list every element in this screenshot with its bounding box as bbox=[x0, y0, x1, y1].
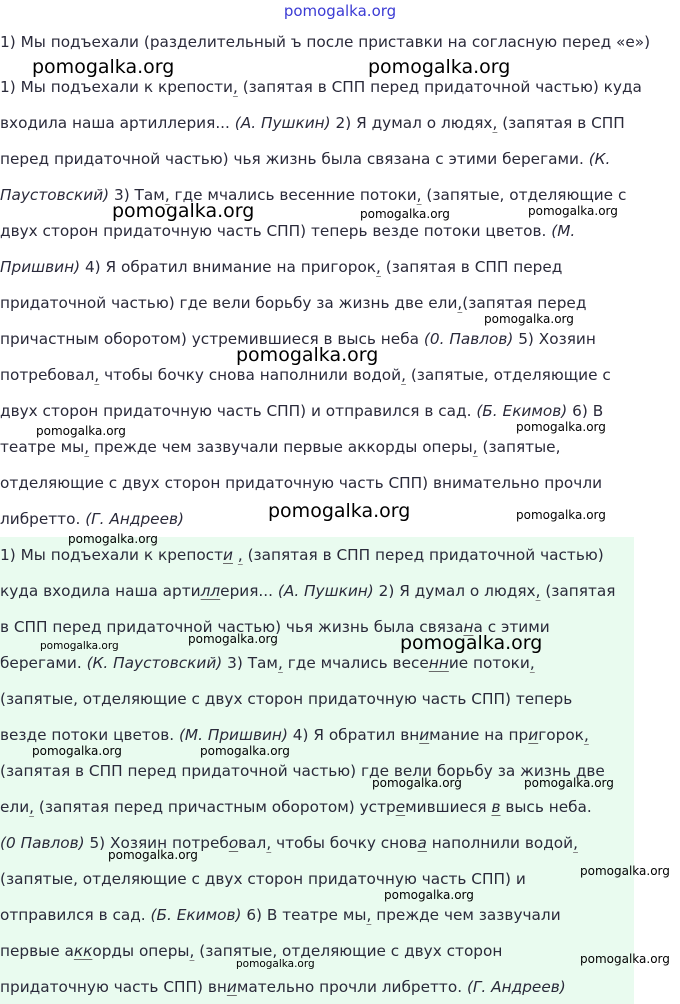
answer-line: первые аккорды оперы, (запятые, отделяющие с двух сторон bbox=[0, 942, 503, 960]
watermark: pomogalka.org bbox=[516, 508, 606, 522]
watermark: pomogalka.org bbox=[236, 344, 379, 366]
task-line: двух сторон придаточную часть СПП) теперь везде потоки цветов. (М. bbox=[0, 222, 576, 240]
answer-line: отправился в сад. (Б. Екимов) 6) В театре мы, прежде чем зазвучали bbox=[0, 906, 561, 924]
watermark: pomogalka.org bbox=[384, 888, 474, 902]
answer-line: берегами. (К. Паустовский) 3) Там, где мчались весенние потоки, bbox=[0, 654, 535, 672]
watermark: pomogalka.org bbox=[112, 200, 255, 222]
watermark: pomogalka.org bbox=[516, 420, 606, 434]
watermark: pomogalka.org bbox=[236, 958, 315, 970]
answer-line: (запятые, отделяющие с двух сторон придаточную часть СПП) и bbox=[0, 870, 526, 888]
watermark: pomogalka.org bbox=[484, 312, 574, 326]
task-line: 1) Мы подъехали к крепости, (запятая в СПП перед придаточной частью) куда bbox=[0, 78, 642, 96]
site-header-watermark: pomogalka.org bbox=[283, 2, 397, 20]
task-line: придаточной частью) где вели борьбу за жизнь две ели,(запятая перед bbox=[0, 294, 587, 312]
watermark: pomogalka.org bbox=[372, 776, 462, 790]
answer-line: (0 Павлов) 5) Хозяин потребовал, чтобы бочку снова наполнили водой, bbox=[0, 834, 578, 852]
task-line: двух сторон придаточную часть СПП) и отправился в сад. (Б. Екимов) 6) В bbox=[0, 402, 604, 420]
watermark: pomogalka.org bbox=[200, 744, 290, 758]
watermark: pomogalka.org bbox=[40, 640, 119, 652]
task-line: перед придаточной частью) чья жизнь была связана с этими берегами. (К. bbox=[0, 150, 611, 168]
task-line: Пришвин) 4) Я обратил внимание на пригорок, (запятая в СПП перед bbox=[0, 258, 563, 276]
watermark: pomogalka.org bbox=[268, 500, 411, 522]
task-line: потребовал, чтобы бочку снова наполнили водой, (запятые, отделяющие с bbox=[0, 366, 611, 384]
answer-line: ели, (запятая перед причастным оборотом) устремившиеся в высь неба. bbox=[0, 798, 592, 816]
answer-line: (запятая в СПП перед придаточной частью) где вели борьбу за жизнь две bbox=[0, 762, 605, 780]
task-line: входила наша артиллерия... (А. Пушкин) 2) Я думал о людях, (запятая в СПП bbox=[0, 114, 625, 132]
watermark: pomogalka.org bbox=[68, 532, 158, 546]
task-line: либретто. (Г. Андреев) bbox=[0, 510, 184, 528]
watermark: pomogalka.org bbox=[580, 952, 670, 966]
watermark: pomogalka.org bbox=[580, 864, 670, 878]
watermark: pomogalka.org bbox=[36, 424, 126, 438]
watermark: pomogalka.org bbox=[32, 56, 175, 78]
answer-line: придаточную часть СПП) внимательно прочли либретто. (Г. Андреев) bbox=[0, 978, 566, 996]
watermark: pomogalka.org bbox=[524, 776, 614, 790]
task-line: театре мы, прежде чем зазвучали первые аккорды оперы, (запятые, bbox=[0, 438, 561, 456]
answer-line: (запятые, отделяющие с двух сторон придаточную часть СПП) теперь bbox=[0, 690, 573, 708]
watermark: pomogalka.org bbox=[32, 744, 122, 758]
answer-line: в СПП перед придаточной частью) чья жизнь была связана с этими bbox=[0, 618, 550, 636]
task-line: Паустовский) 3) Там, где мчались весенние потоки, (запятые, отделяющие с bbox=[0, 186, 627, 204]
watermark: pomogalka.org bbox=[400, 632, 543, 654]
watermark: pomogalka.org bbox=[528, 204, 618, 218]
task-line: причастным оборотом) устремившиеся в высь неба (0. Павлов) 5) Хозяин bbox=[0, 330, 596, 348]
answer-line: 1) Мы подъехали к крепости , (запятая в СПП перед придаточной частью) bbox=[0, 546, 604, 564]
watermark: pomogalka.org bbox=[360, 207, 450, 221]
answer-line: куда входила наша артиллерия... (А. Пушкин) 2) Я думал о людях, (запятая bbox=[0, 582, 616, 600]
task-line: отделяющие с двух сторон придаточную часть СПП) внимательно прочли bbox=[0, 474, 603, 492]
task-heading: 1) Мы подъехали (разделительный ъ после приставки на согласную перед «е») bbox=[0, 33, 651, 51]
answer-line: везде потоки цветов. (М. Пришвин) 4) Я обратил внимание на пригорок, bbox=[0, 726, 589, 744]
watermark: pomogalka.org bbox=[368, 56, 511, 78]
watermark: pomogalka.org bbox=[108, 848, 198, 862]
watermark: pomogalka.org bbox=[188, 632, 278, 646]
